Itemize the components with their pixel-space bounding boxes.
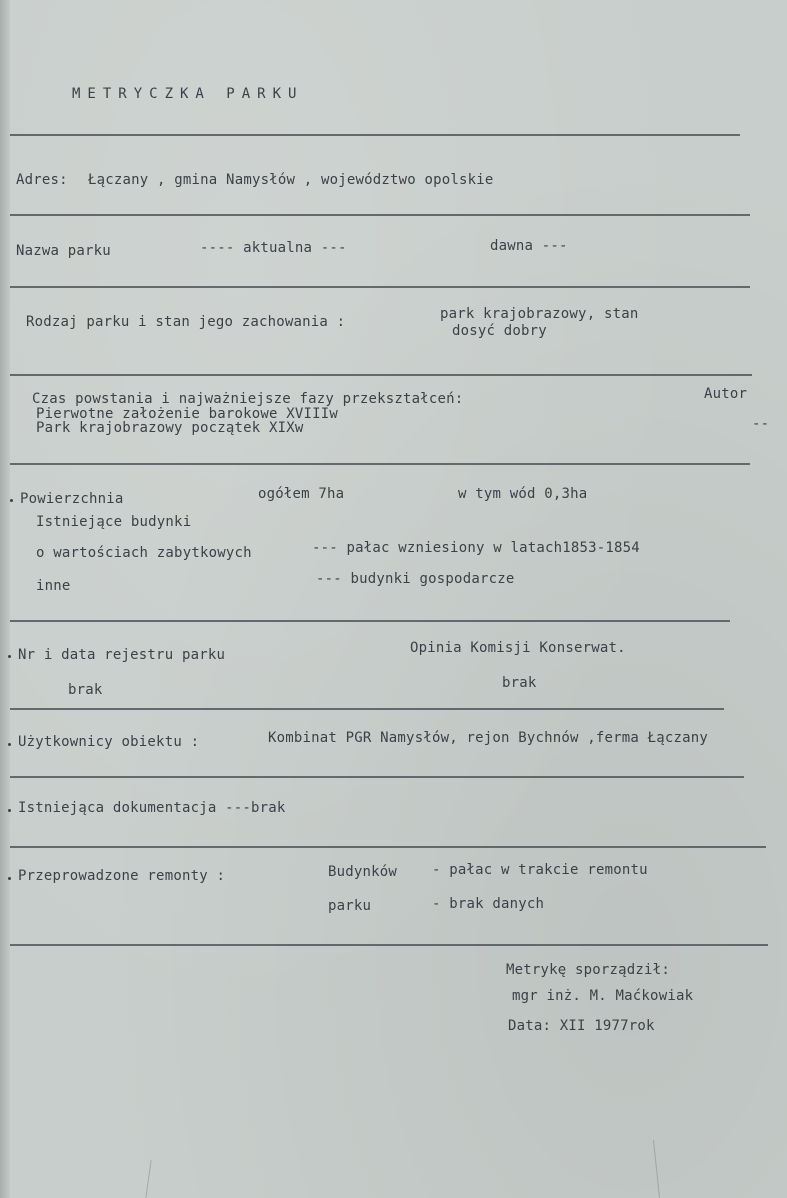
historic-buildings-value: --- pałac wzniesiony w latach1853-1854: [312, 540, 640, 556]
park-name-label: Nazwa parku: [16, 243, 111, 259]
prepared-by-label: Metrykę sporządził:: [506, 962, 670, 978]
author-name: mgr inż. M. Maćkowiak: [512, 988, 694, 1004]
rule: [10, 846, 766, 848]
area-total: ogółem 7ha: [258, 486, 345, 502]
other-buildings-label: inne: [36, 578, 71, 594]
other-buildings-value: --- budynki gospodarcze: [316, 571, 515, 587]
park-type-value-line2: dosyć dobry: [452, 323, 547, 339]
rule: [10, 944, 768, 946]
document-title: METRYCZKA PARKU: [72, 86, 304, 102]
area-label: Powierzchnia: [20, 491, 124, 507]
repairs-buildings-label: Budynków: [328, 864, 398, 880]
registry-value: brak: [68, 682, 103, 698]
rule: [10, 134, 740, 136]
page-edge-shadow: [0, 0, 10, 1198]
rule: [10, 463, 750, 465]
bullet: [10, 499, 13, 502]
opinion-label: Opinia Komisji Konserwat.: [410, 640, 626, 656]
rule: [10, 708, 724, 710]
history-label: Czas powstania i najważniejsze fazy przekształceń:: [32, 391, 464, 407]
park-name-current: ---- aktualna ---: [200, 240, 347, 256]
rule: [10, 286, 750, 288]
documentation-text: Istniejąca dokumentacja ---brak: [18, 800, 286, 816]
repairs-park-value: - brak danych: [432, 896, 545, 912]
pencil-mark: [653, 1140, 660, 1198]
bullet: [8, 743, 11, 746]
repairs-label: Przeprowadzone remonty :: [18, 868, 226, 884]
bullet: [8, 877, 11, 880]
address-label: Adres:: [16, 172, 68, 188]
park-name-former: dawna ---: [490, 238, 568, 254]
buildings-label: Istniejące budynki: [36, 514, 192, 530]
users-value: Kombinat PGR Namysłów, rejon Bychnów ,ferma Łączany: [268, 730, 709, 746]
history-line1: Pierwotne założenie barokowe XVIIIw: [36, 406, 339, 422]
history-line2: Park krajobrazowy początek XIXw: [36, 420, 304, 436]
repairs-park-label: parku: [328, 898, 372, 914]
opinion-value: brak: [502, 675, 537, 691]
park-type-value-line1: park krajobrazowy, stan: [440, 306, 639, 322]
repairs-buildings-value: - pałac w trakcie remontu: [432, 862, 648, 878]
author-value: --: [752, 416, 770, 432]
bullet: [8, 655, 11, 658]
pencil-mark: [145, 1160, 151, 1198]
registry-label: Nr i data rejestru parku: [18, 647, 226, 663]
rule: [10, 776, 744, 778]
users-label: Użytkownicy obiektu :: [18, 734, 200, 750]
document-date: Data: XII 1977rok: [508, 1018, 655, 1034]
rule: [10, 374, 752, 376]
address-value: Łączany , gmina Namysłów , województwo opolskie: [88, 172, 494, 188]
area-water: w tym wód 0,3ha: [458, 486, 588, 502]
rule: [10, 620, 730, 622]
author-label: Autor: [704, 386, 748, 402]
rule: [10, 214, 750, 216]
historic-buildings-label: o wartościach zabytkowych: [36, 545, 252, 561]
bullet: [8, 809, 11, 812]
park-type-label: Rodzaj parku i stan jego zachowania :: [26, 314, 346, 330]
